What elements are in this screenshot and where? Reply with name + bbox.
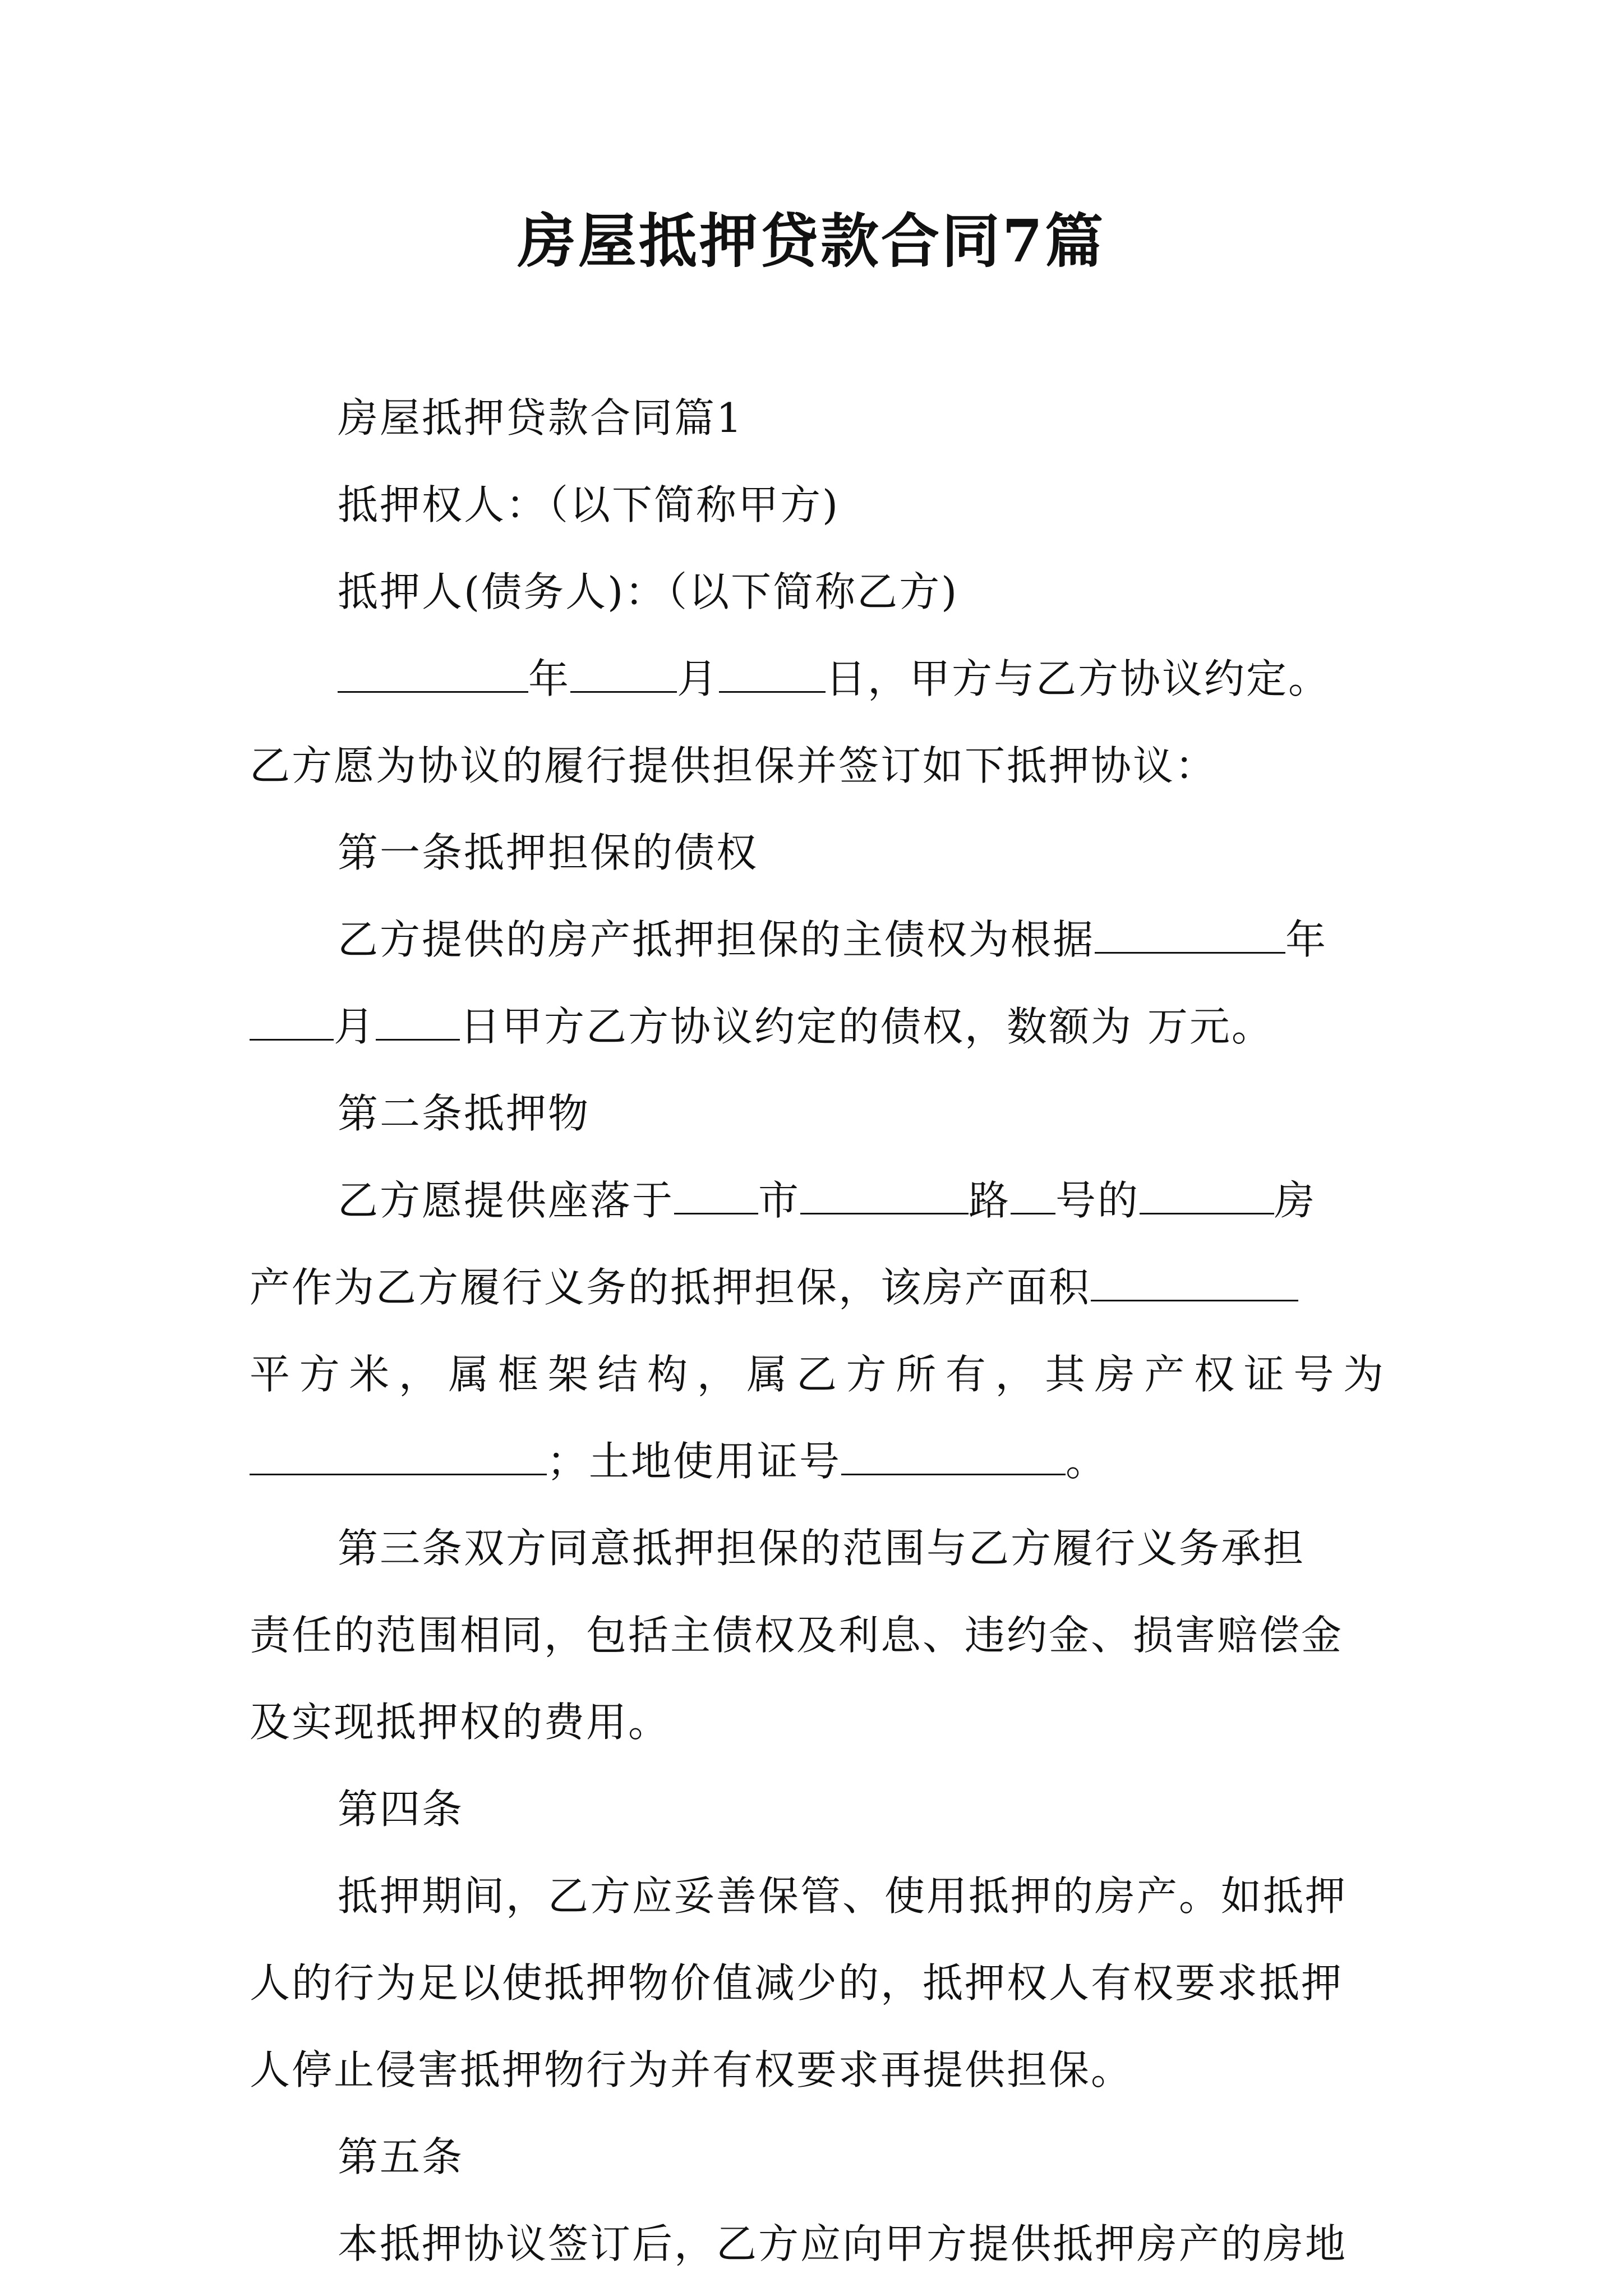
paragraph-line: 抵押人(债务人)：（以下简称乙方) — [338, 568, 959, 615]
article-heading: 第四条 — [338, 1786, 464, 1833]
blank-field — [1011, 1177, 1055, 1214]
paragraph-line — [250, 1244, 1385, 1331]
document-body — [250, 375, 1385, 2288]
blank-field — [800, 1177, 969, 1214]
paragraph-line: 抵押权人：（以下简称甲方) — [338, 481, 840, 528]
text-segment: 房 — [1274, 1177, 1317, 1224]
blank-field — [250, 1438, 547, 1475]
paragraph-line — [250, 1418, 1385, 1505]
paragraph-line — [250, 896, 1385, 983]
paragraph-line — [250, 983, 1385, 1070]
document-title: 房屋抵押贷款合同7篇 — [517, 206, 1106, 275]
paragraph-line: 人停止侵害抵押物行为并有权要求再提供担保。 — [250, 2046, 1133, 2093]
text-segment: 日，甲方与乙方协议约定。 — [826, 655, 1331, 702]
text-segment: 。 — [1066, 1438, 1108, 1485]
paragraph-line: 第三条双方同意抵押担保的范围与乙方履行义务承担 — [338, 1525, 1306, 1572]
text-segment: 乙方愿提供座落于 — [338, 1177, 675, 1224]
text-segment: ；土地使用证号 — [547, 1438, 842, 1485]
text-segment: 年 — [528, 655, 571, 702]
paragraph-line: 责任的范围相同，包括主债权及利息、违约金、损害赔偿金 — [250, 1612, 1344, 1659]
blank-field — [841, 1438, 1066, 1475]
text-segment: 号的 — [1055, 1177, 1140, 1224]
paragraph-line: 及实现抵押权的费用。 — [250, 1699, 671, 1746]
blank-field — [376, 1003, 460, 1041]
text-segment: 日甲方乙方协议约定的债权，数额为 万元。 — [460, 1003, 1274, 1050]
paragraph-line — [250, 636, 1385, 723]
blank-field — [1095, 916, 1285, 954]
blank-field — [1140, 1177, 1274, 1214]
blank-field — [250, 1003, 334, 1041]
article-heading: 第一条抵押担保的债权 — [338, 829, 759, 876]
paragraph-line: 人的行为足以使抵押物价值减少的，抵押权人有权要求抵押 — [250, 1959, 1344, 2007]
paragraph-line: 乙方愿为协议的履行提供担保并签订如下抵押协议： — [250, 742, 1218, 789]
blank-field — [674, 1177, 758, 1214]
paragraph-line — [250, 1157, 1385, 1244]
paragraph-line: 平方米，属框架结构，属乙方所有，其房产权证号为 — [250, 1351, 1385, 1398]
text-segment: 年 — [1285, 916, 1328, 963]
blank-field — [338, 655, 528, 693]
text-segment: 路 — [969, 1177, 1011, 1224]
paragraph-line: 抵押期间，乙方应妥善保管、使用抵押的房产。如抵押 — [338, 1872, 1348, 1920]
text-segment: 市 — [758, 1177, 801, 1224]
text-segment: 产作为乙方履行义务的抵押担保，该房产面积 — [250, 1264, 1091, 1311]
article-heading: 第五条 — [338, 2133, 464, 2180]
article-heading: 第二条抵押物 — [338, 1090, 591, 1137]
text-segment: 乙方提供的房产抵押担保的主债权为根据 — [338, 916, 1095, 963]
blank-field — [719, 655, 826, 693]
blank-field — [570, 655, 677, 693]
text-segment: 月 — [677, 655, 720, 702]
paragraph-line: 本抵押协议签订后，乙方应向甲方提供抵押房产的房地 — [338, 2220, 1348, 2267]
section-heading: 房屋抵押贷款合同篇1 — [338, 394, 744, 441]
text-segment: 月 — [334, 1003, 376, 1050]
blank-field — [1091, 1264, 1298, 1301]
